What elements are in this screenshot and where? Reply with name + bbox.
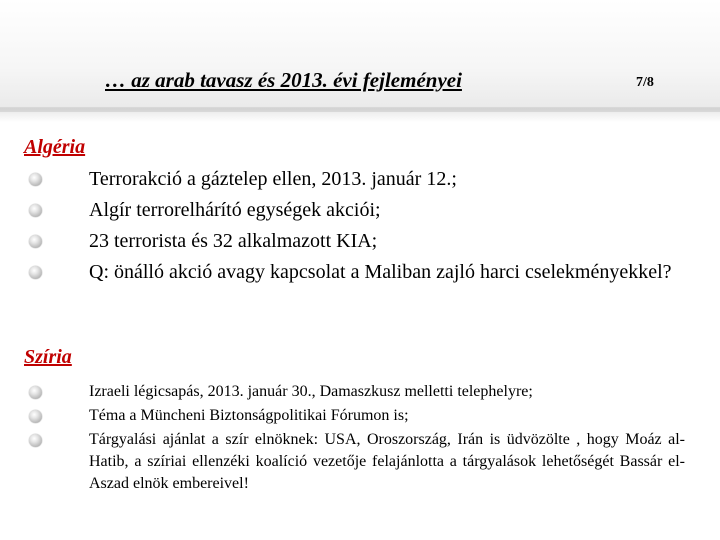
bullet-icon — [29, 173, 42, 186]
list-item: Algír terrorelhárító egységek akciói; — [89, 199, 381, 221]
header-shadow — [0, 108, 720, 122]
list-item: Téma a Müncheni Biztonságpolitikai Fórumon is; — [89, 407, 409, 424]
bullet-icon — [29, 386, 42, 399]
page-number: 7/8 — [636, 75, 654, 90]
list-item: Q: önálló akció avagy kapcsolat a Maliban zajló harci cselekményekkel? — [89, 261, 672, 283]
bullet-icon — [29, 235, 42, 248]
section-title: Algéria — [24, 136, 86, 158]
bullet-icon — [29, 410, 42, 423]
list-item: 23 terrorista és 32 alkalmazott KIA; — [89, 230, 378, 252]
header-band — [0, 0, 720, 112]
bullet-icon — [29, 434, 42, 447]
list-item: Izraeli légicsapás, 2013. január 30., Damaszkusz melletti telephelyre; — [89, 383, 533, 400]
slide-title: … az arab tavasz és 2013. évi fejleményei — [105, 68, 462, 92]
list-item: Tárgyalási ajánlat a szír elnöknek: USA, Oroszország, Irán is üdvözölte , hogy Moáz al-Hatib, a szíriai ellenzéki koalíció vezetője felajánlotta a tárgyalások lehetőségét Bassár el-Aszad elnök embereivel! — [89, 431, 685, 492]
bullet-icon — [29, 266, 42, 279]
list-item: Terrorakció a gáztelep ellen, 2013. január 12.; — [89, 168, 457, 190]
bullet-icon — [29, 204, 42, 217]
section-title: Szíria — [24, 346, 72, 368]
